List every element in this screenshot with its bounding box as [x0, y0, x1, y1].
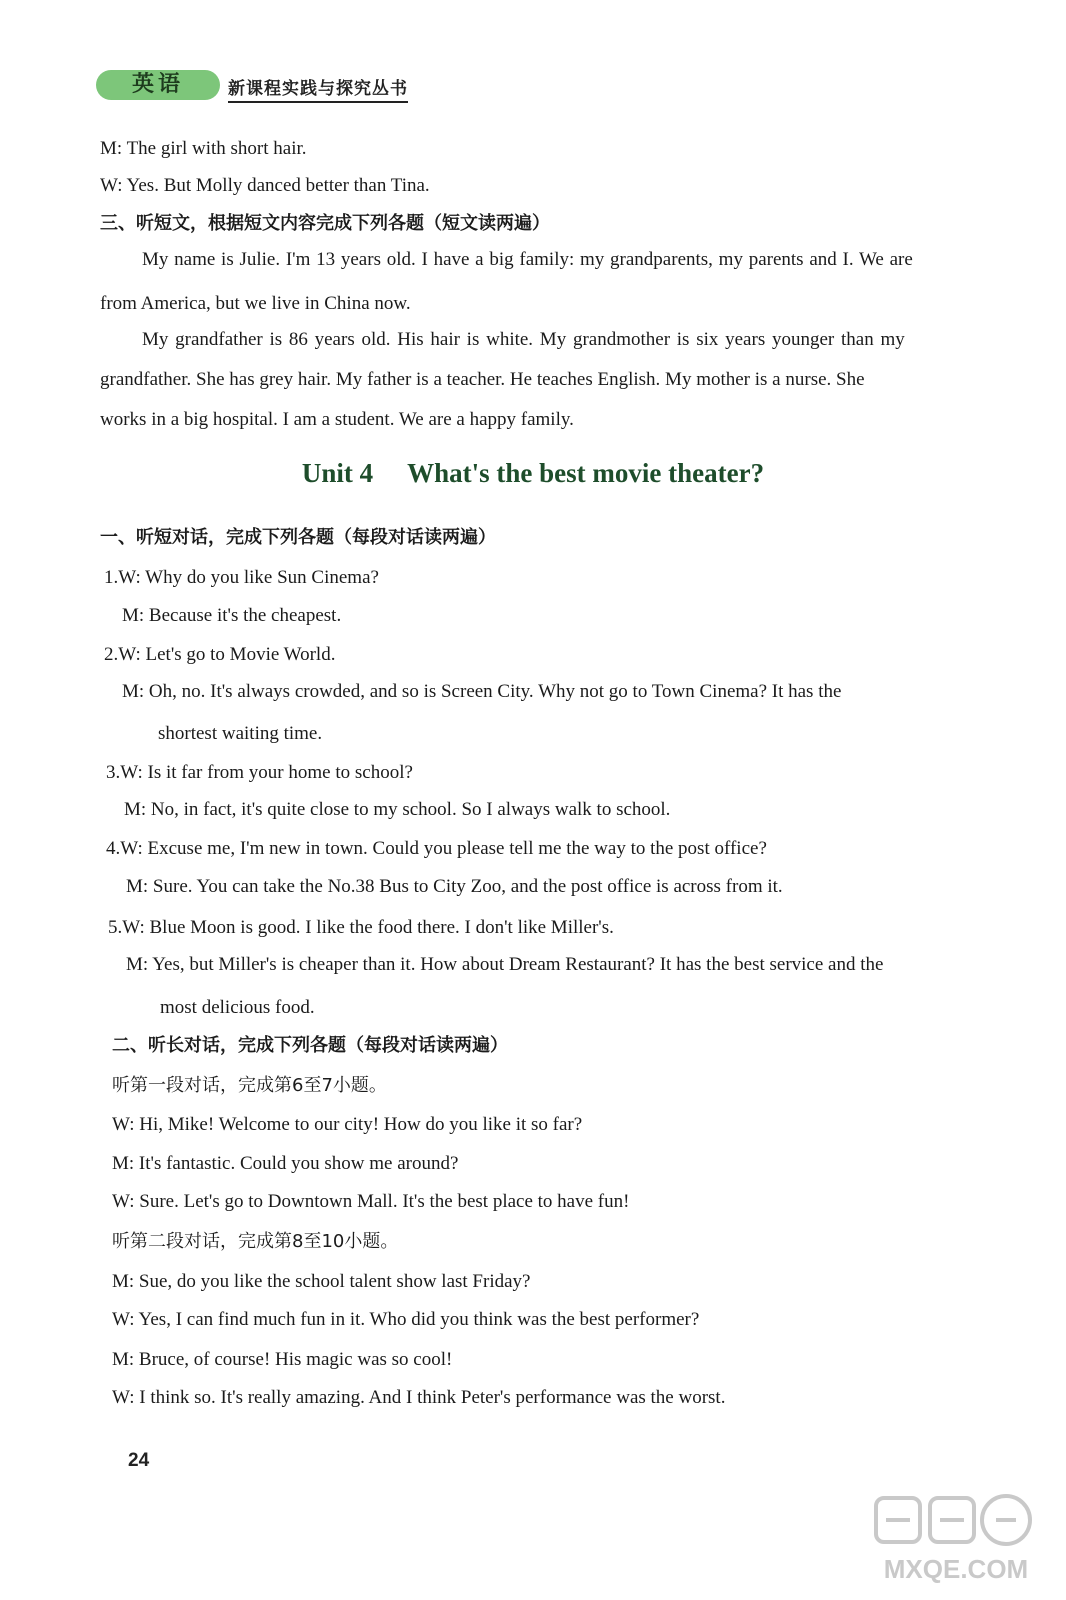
dialog-line: M: The girl with short hair. [100, 138, 307, 159]
dialog-line: 5.W: Blue Moon is good. I like the food there. I don't like Miller's. [108, 917, 614, 938]
unit-name: What's the best movie theater? [407, 458, 765, 488]
dialog-line: most delicious food. [160, 997, 315, 1018]
dialog-line: M: Yes, but Miller's is cheaper than it. How about Dream Restaurant? It has the best service and the [126, 954, 884, 975]
paragraph-line: My grandfather is 86 years old. His hair is white. My grandmother is six years younger than my [142, 329, 905, 350]
dialog-line: M: Because it's the cheapest. [122, 605, 342, 626]
dialog-line: W: Sure. Let's go to Downtown Mall. It's the best place to have fun! [112, 1191, 630, 1212]
dialog-line: W: Yes. But Molly danced better than Tina. [100, 175, 430, 196]
dialog-line: M: It's fantastic. Could you show me around? [112, 1153, 459, 1174]
section-heading: 三、听短文，根据短文内容完成下列各题（短文读两遍） [100, 213, 550, 234]
dialog-line: 1.W: Why do you like Sun Cinema? [104, 567, 379, 588]
dialog-line: shortest waiting time. [158, 723, 323, 744]
dialog-line: M: Sue, do you like the school talent show last Friday? [112, 1271, 531, 1292]
dialog-line: 2.W: Let's go to Movie World. [104, 644, 336, 665]
dialog-line: W: I think so. It's really amazing. And I think Peter's performance was the worst. [112, 1387, 726, 1408]
paragraph-line: works in a big hospital. I am a student. We are a happy family. [100, 409, 574, 430]
paragraph-line: grandfather. She has grey hair. My father is a teacher. He teaches English. My mother is a nurse. She [100, 369, 865, 390]
dialog-line: W: Hi, Mike! Welcome to our city! How do you like it so far? [112, 1114, 583, 1135]
series-title: 新课程实践与探究丛书 [228, 74, 408, 103]
unit-title [0, 458, 1066, 489]
paragraph-line: My name is Julie. I'm 13 years old. I have a big family: my grandparents, my parents and I. We are [142, 249, 913, 270]
page-header [96, 68, 426, 102]
dialog-line: 3.W: Is it far from your home to school? [106, 762, 413, 783]
subject-badge: 英语 [96, 70, 220, 100]
section-heading: 一、听短对话，完成下列各题（每段对话读两遍） [100, 527, 496, 548]
dialog-line: M: No, in fact, it's quite close to my school. So I always walk to school. [124, 799, 671, 820]
section-heading: 二、听长对话，完成下列各题（每段对话读两遍） [112, 1035, 508, 1056]
unit-number: Unit 4 [301, 458, 374, 488]
dialog-line: 4.W: Excuse me, I'm new in town. Could you please tell me the way to the post office? [106, 838, 767, 859]
dialog-line: M: Sure. You can take the No.38 Bus to City Zoo, and the post office is across from it. [126, 876, 783, 897]
dialog-line: W: Yes, I can find much fun in it. Who did you think was the best performer? [112, 1309, 700, 1330]
paragraph-line: from America, but we live in China now. [100, 293, 411, 314]
watermark-logo [856, 1490, 1056, 1590]
instruction-line: 听第一段对话，完成第6至7小题。 [112, 1075, 387, 1096]
svg-text:MXQE.COM: MXQE.COM [883, 1554, 1029, 1584]
dialog-line: M: Oh, no. It's always crowded, and so is Screen City. Why not go to Town Cinema? It has the [122, 681, 842, 702]
dialog-line: M: Bruce, of course! His magic was so cool! [112, 1349, 453, 1370]
watermark-icon [856, 1490, 1056, 1590]
instruction-line: 听第二段对话，完成第8至10小题。 [112, 1231, 399, 1252]
page-number: 24 [128, 1450, 150, 1471]
